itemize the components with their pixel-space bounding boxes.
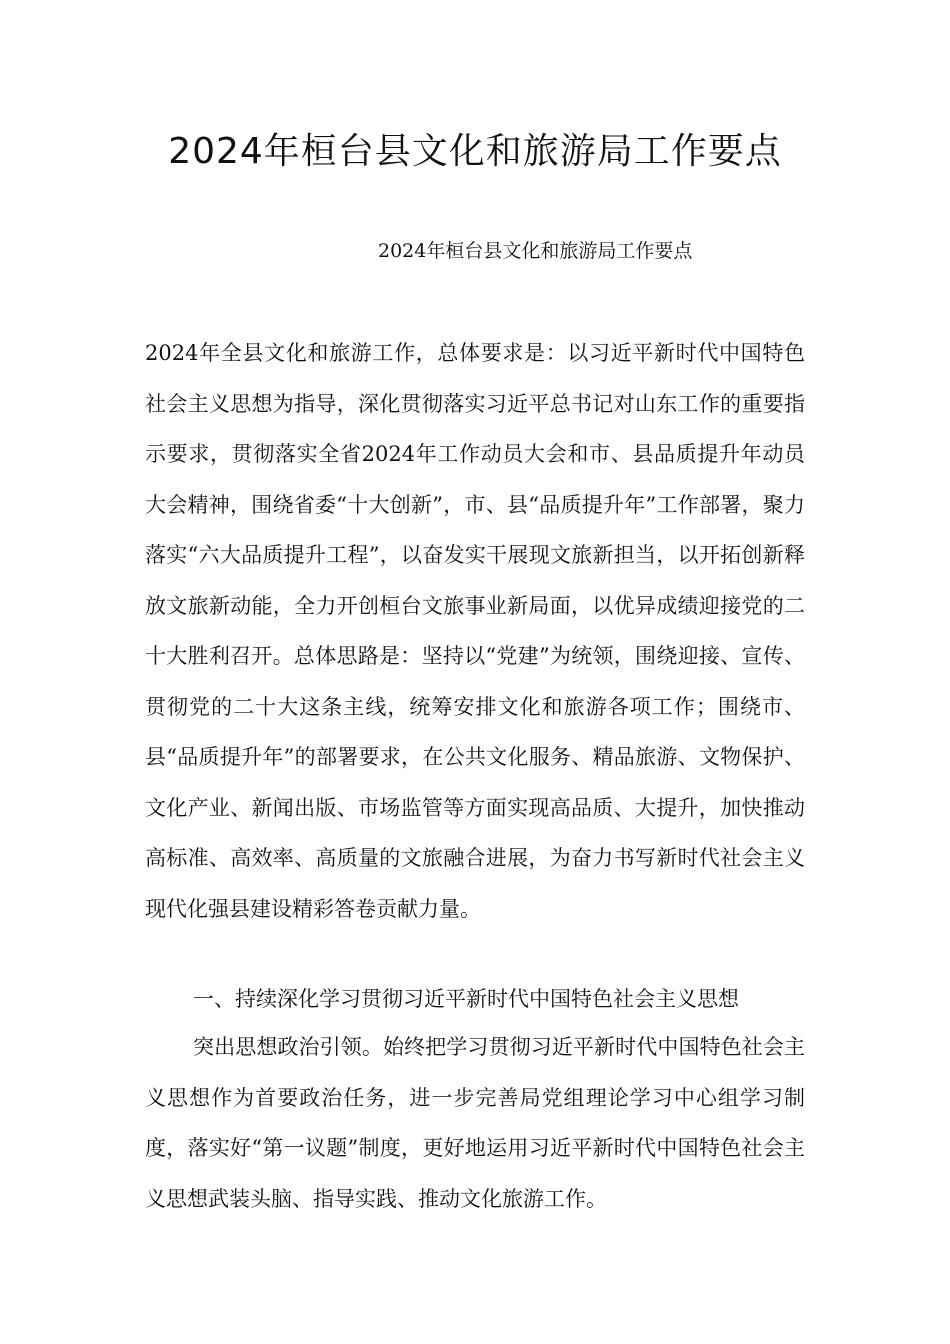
intro-paragraph: 2024年全县文化和旅游工作，总体要求是：以习近平新时代中国特色社会主义思想为指导，深化贯彻落实习近平总书记对山东工作的重要指示要求，贯彻落实全省2024年工作动员大会和市、县品质提升年动员大会精神，围绕省委“十大创新”，市、县“品质提升年”工作部署，聚力落实“六大品质提升工程”，以奋发实干展现文旅新担当，以开拓创新释放文旅新动能，全力开创桓台文旅事业新局面，以优异成绩迎接党的二十大胜利召开。总体思路是：坚持以“党建”为统领，围绕迎接、宣传、贯彻党的二十大这条主线，统筹安排文化和旅游各项工作；围绕市、县“品质提升年”的部署要求，在公共文化服务、精品旅游、文物保护、文化产业、新闻出版、市场监管等方面实现高品质、大提升，加快推动高标准、高效率、高质量的文旅融合进展，为奋力书写新时代社会主义现代化强县建设精彩答卷贡献力量。 xyxy=(145,341,805,921)
section-1-heading: 一、持续深化学习贯彻习近平新时代中国特色社会主义思想 xyxy=(193,987,739,1011)
section-1-paragraph: 突出思想政治引领。始终把学习贯彻习近平新时代中国特色社会主义思想作为首要政治任务，进一步完善局党组理论学习中心组学习制度，落实好“第一议题”制度，更好地运用习近平新时代中国特色社会主义思想武装头脑、指导实践、推动文化旅游工作。 xyxy=(145,1035,805,1211)
document-subtitle: 2024年桓台县文化和旅游局工作要点 xyxy=(378,240,693,262)
document-title: 2024年桓台县文化和旅游局工作要点 xyxy=(168,131,782,172)
